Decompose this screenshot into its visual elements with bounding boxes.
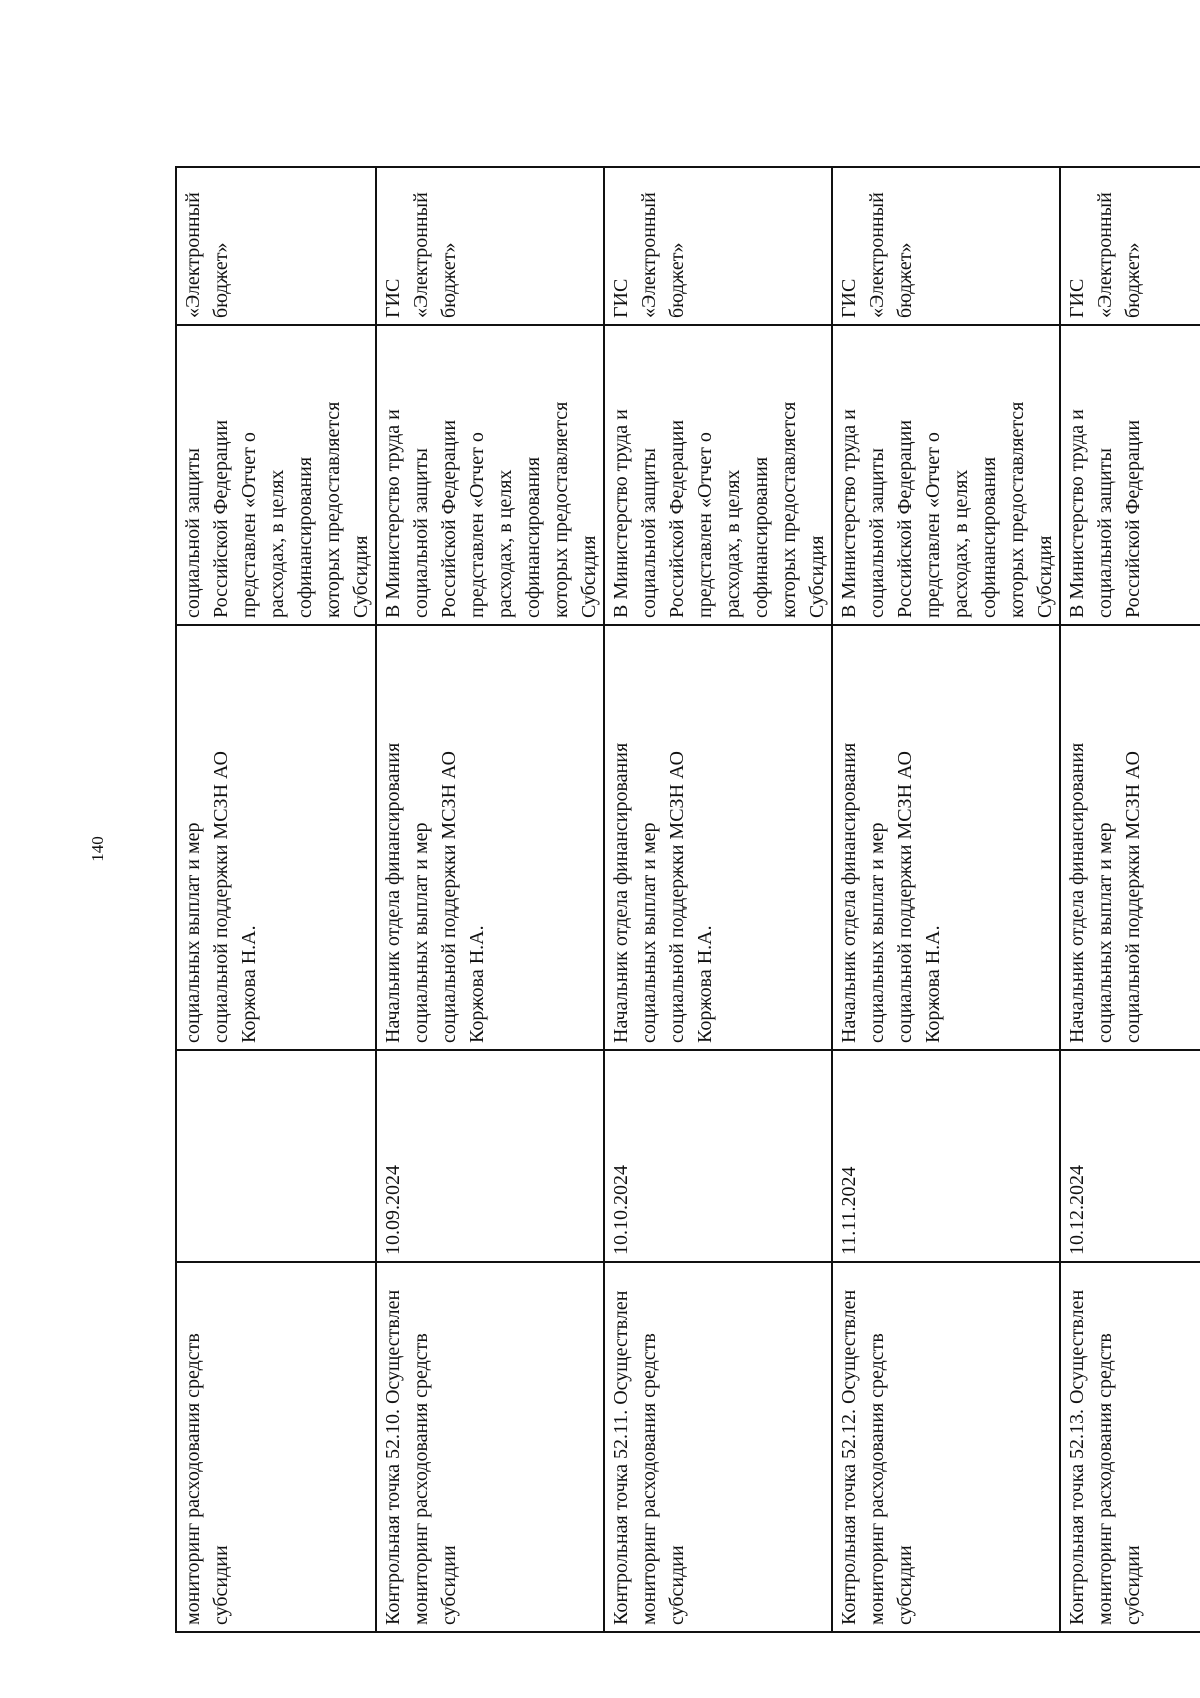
- result-cell: В Министерство труда и социальной защиты Российской Федерации представлен «Отчет о расходах, в целях софинансирования которых предоставляется Субсидия: [832, 325, 1060, 625]
- responsible-cell: социальных выплат и мер социальной поддержки МСЗН АО Коржова Н.А.: [176, 625, 376, 1050]
- event-cell: Контрольная точка 52.13. Осуществлен мониторинг расходования средств субсидии: [1060, 1262, 1200, 1632]
- responsible-cell: Начальник отдела финансирования социальных выплат и мер социальной поддержки МСЗН АО Коржова Н.А.: [604, 625, 832, 1050]
- result-cell: В Министерство труда и социальной защиты Российской Федерации представлен «Отчет о расходах, в целях софинансирования которых предоставляется Субсидия: [604, 325, 832, 625]
- date-cell: [176, 1050, 376, 1262]
- table-row: [1060, 167, 1200, 1632]
- rotated-page-content: [175, 168, 1185, 1633]
- event-cell: Контрольная точка 52.11. Осуществлен мониторинг расходования средств субсидии: [604, 1262, 832, 1632]
- event-cell: Контрольная точка 52.10. Осуществлен мониторинг расходования средств субсидии: [376, 1262, 604, 1632]
- system-cell: «Электронный бюджет»: [176, 167, 376, 325]
- table-row: [376, 167, 604, 1632]
- table-row: [604, 167, 832, 1632]
- system-cell: ГИС «Электронный бюджет»: [604, 167, 832, 325]
- result-cell: социальной защиты Российской Федерации представлен «Отчет о расходах, в целях софинансирования которых предоставляется Субсидия: [176, 325, 376, 625]
- system-cell: ГИС «Электронный бюджет»: [376, 167, 604, 325]
- system-cell: ГИС «Электронный бюджет»: [1060, 167, 1200, 325]
- event-cell: мониторинг расходования средств субсидии: [176, 1262, 376, 1632]
- date-cell: 10.09.2024: [376, 1050, 604, 1262]
- page-number: 140: [88, 836, 107, 862]
- date-cell: 11.11.2024: [832, 1050, 1060, 1262]
- responsible-cell: Начальник отдела финансирования социальных выплат и мер социальной поддержки МСЗН АО: [1060, 625, 1200, 1050]
- responsible-cell: Начальник отдела финансирования социальных выплат и мер социальной поддержки МСЗН АО Коржова Н.А.: [832, 625, 1060, 1050]
- table-row: [176, 167, 376, 1632]
- date-cell: 10.10.2024: [604, 1050, 832, 1262]
- system-cell: ГИС «Электронный бюджет»: [832, 167, 1060, 325]
- event-cell: Контрольная точка 52.12. Осуществлен мониторинг расходования средств субсидии: [832, 1262, 1060, 1632]
- result-cell: В Министерство труда и социальной защиты Российской Федерации: [1060, 325, 1200, 625]
- control-points-table: [175, 166, 1200, 1633]
- responsible-cell: Начальник отдела финансирования социальных выплат и мер социальной поддержки МСЗН АО Коржова Н.А.: [376, 625, 604, 1050]
- result-cell: В Министерство труда и социальной защиты Российской Федерации представлен «Отчет о расходах, в целях софинансирования которых предоставляется Субсидия: [376, 325, 604, 625]
- table-row: [832, 167, 1060, 1632]
- date-cell: 10.12.2024: [1060, 1050, 1200, 1262]
